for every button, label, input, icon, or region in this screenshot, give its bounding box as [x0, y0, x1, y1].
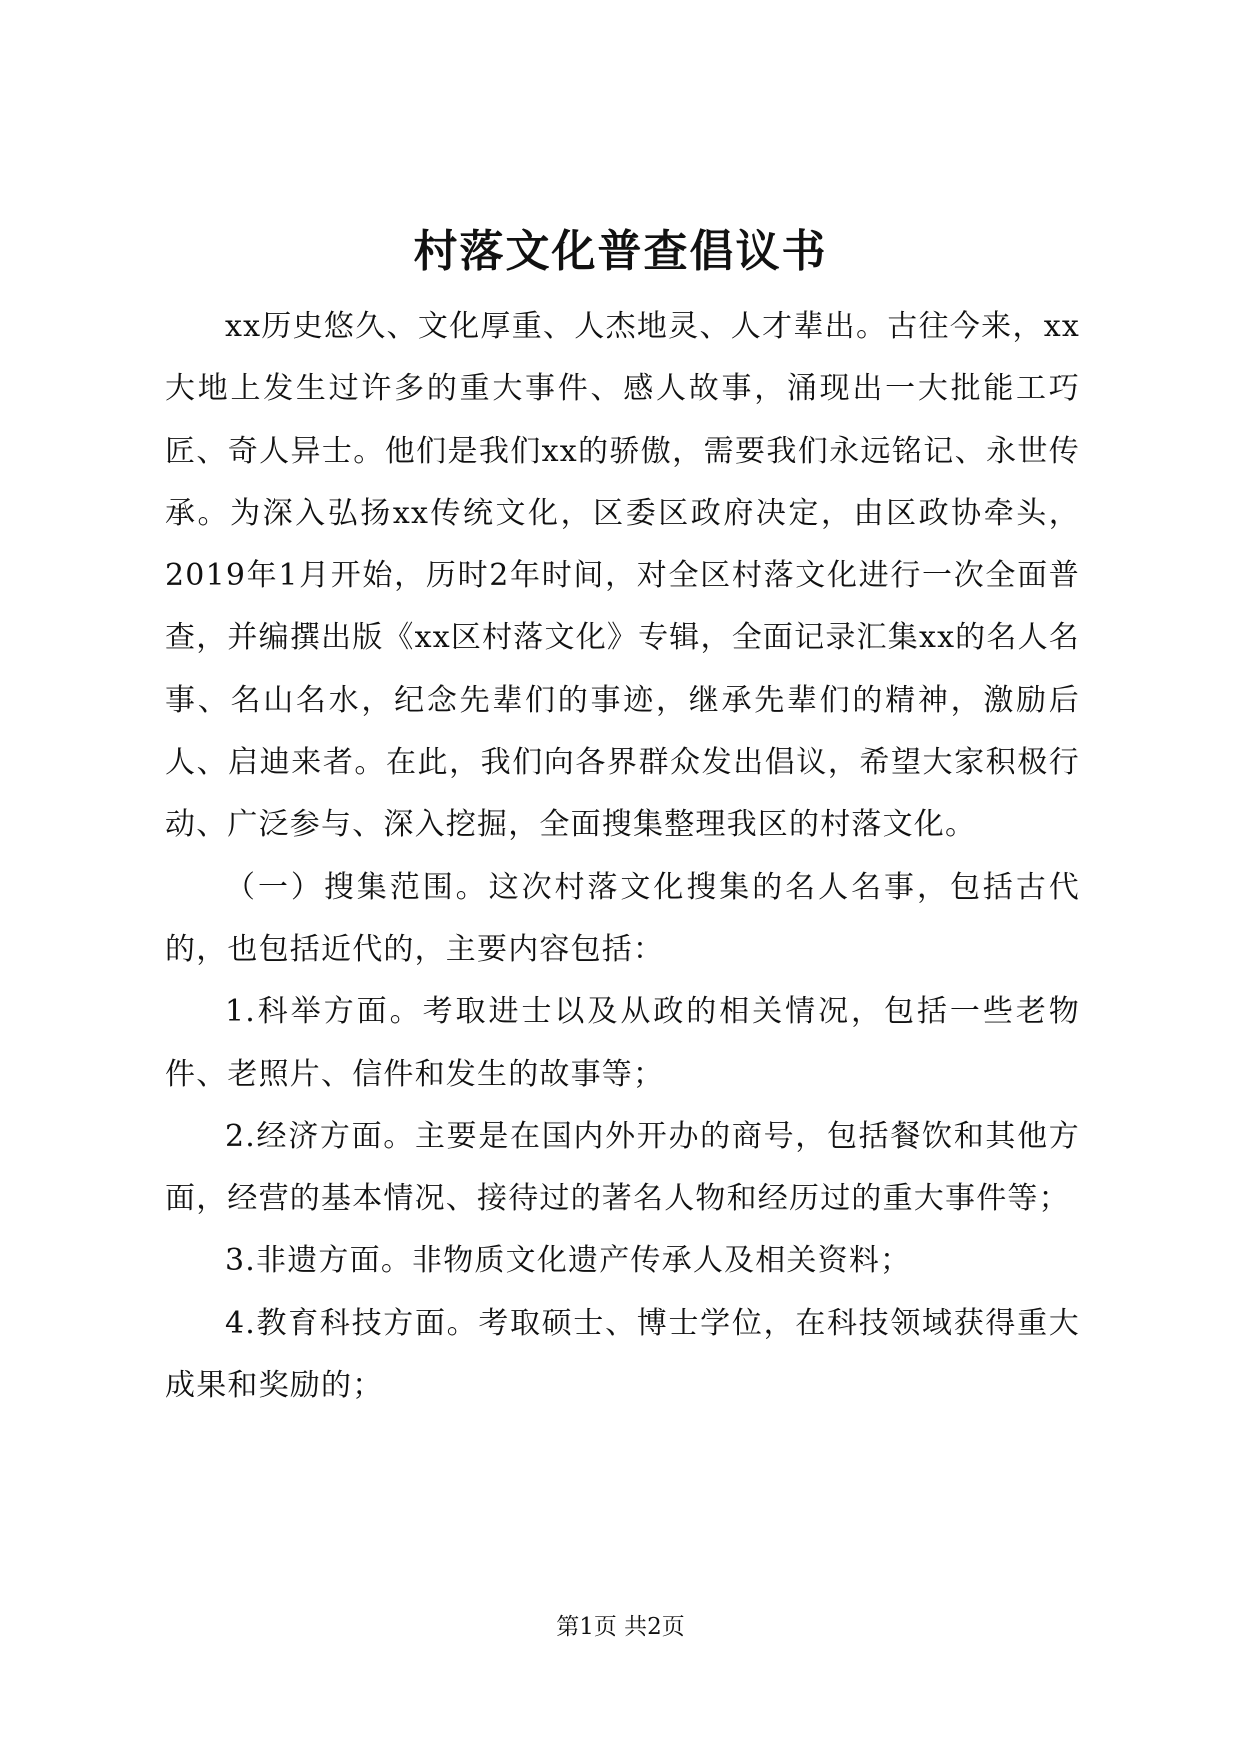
paragraph-item-economy: 2.经济方面。主要是在国内外开办的商号，包括餐饮和其他方面，经营的基本情况、接待过的著名人物和经历过的重大事件等； — [165, 1118, 1080, 1217]
document-title: 村落文化普查倡议书 — [413, 226, 828, 277]
paragraph-item-heritage: 3.非遗方面。非物质文化遗产传承人及相关资料； — [225, 1243, 912, 1279]
page-number-footer: 第1页 共2页 — [556, 1614, 685, 1640]
paragraph-item-education: 4.教育科技方面。考取硕士、博士学位，在科技领域获得重大成果和奖励的； — [165, 1305, 1080, 1404]
document-body — [165, 296, 1080, 1417]
paragraph-scope: （一）搜集范围。这次村落文化搜集的名人名事，包括古代的，也包括近代的，主要内容包括： — [165, 869, 1080, 967]
paragraph-item-keju: 1.科举方面。考取进士以及从政的相关情况，包括一些老物件、老照片、信件和发生的故事等； — [165, 994, 1080, 1092]
paragraph-intro: xx历史悠久、文化厚重、人杰地灵、人才辈出。古往今来，xx大地上发生过许多的重大事件、感人故事，涌现出一大批能工巧匠、奇人异士。他们是我们xx的骄傲，需要我们永远铭记、永世传承。为深入弘扬xx传统文化，区委区政府决定，由区政协牵头，2019年1月开始，历时2年时间，对全区村落文化进行一次全面普查，并编撰出版《xx区村落文化》专辑，全面记录汇集xx的名人名事、名山名水，纪念先辈们的事迹，继承先辈们的精神，激励后人、启迪来者。在此，我们向各界群众发出倡议，希望大家积极行动、广泛参与、深入挖掘，全面搜集整理我区的村落文化。 — [165, 309, 1080, 843]
